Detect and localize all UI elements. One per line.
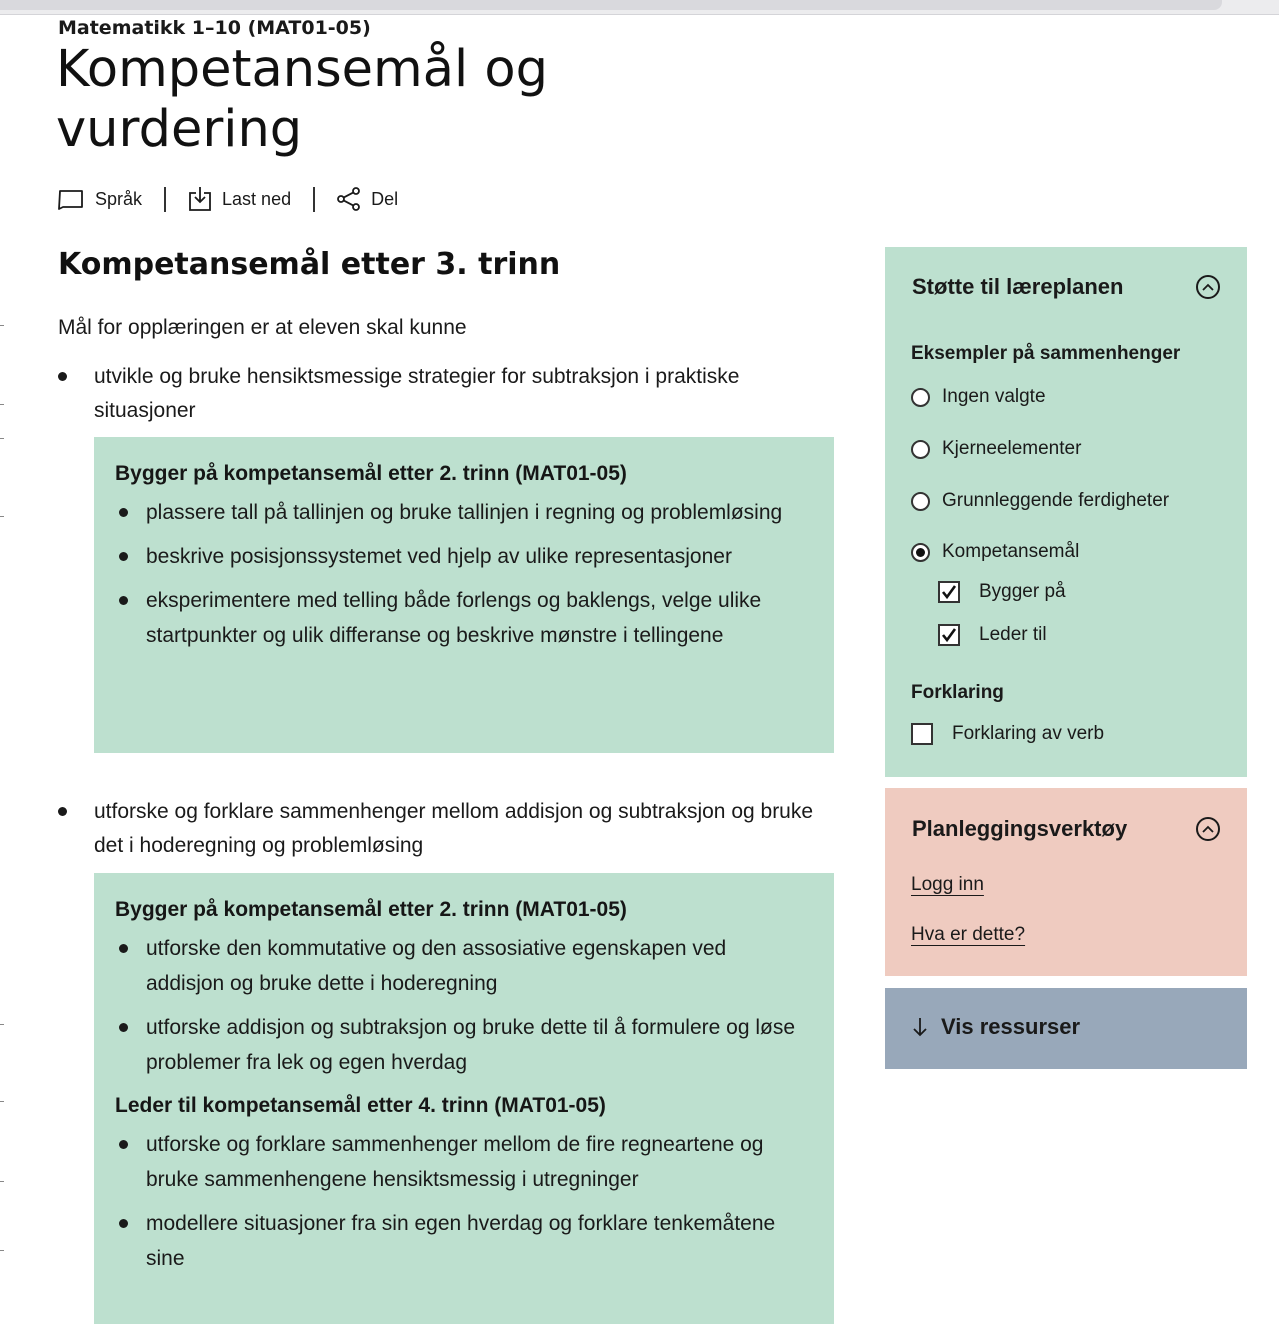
radio-button[interactable]: [911, 388, 930, 407]
what-is-this-link[interactable]: Hva er dette?: [911, 924, 1026, 945]
radio-label: Kompetansemål: [942, 541, 1080, 562]
radio-label: Ingen valgte: [942, 386, 1046, 407]
radio-button-selected[interactable]: [911, 543, 930, 562]
share-button[interactable]: [337, 187, 398, 211]
related-goals-list: [115, 1127, 810, 1276]
leads-to-heading: Leder til kompetansemål etter 4. trinn (MAT01-05): [115, 1094, 606, 1117]
collapse-button[interactable]: [1196, 817, 1220, 841]
section-title: Kompetansemål etter 3. trinn: [58, 247, 561, 282]
show-resources-label: Vis ressurser: [941, 1014, 1081, 1039]
checkbox-builds-on[interactable]: [938, 581, 1066, 603]
list-item: eksperimentere med telling både forlengs og baklengs, velge ulike startpunkter og ulik differanse og beskrive mønstre i tellingene: [115, 583, 810, 653]
arrow-down-icon: [911, 1016, 929, 1038]
radio-label: Grunnleggende ferdigheter: [942, 490, 1170, 511]
speech-bubble-icon: [57, 188, 85, 210]
related-goals-list: [115, 495, 810, 653]
radio-none[interactable]: [911, 386, 1046, 408]
share-icon: [337, 187, 361, 211]
login-link[interactable]: Logg inn: [911, 874, 984, 895]
chevron-up-icon: [1202, 283, 1214, 291]
checkbox-checked[interactable]: [938, 581, 960, 603]
page-toolbar: [57, 184, 398, 214]
panel-title: Støtte til læreplanen: [912, 274, 1124, 299]
goal-item: [58, 360, 848, 428]
list-item: beskrive posisjonssystemet ved hjelp av ulike representasjoner: [115, 539, 810, 574]
radio-button[interactable]: [911, 492, 930, 511]
goal-text: utforske og forklare sammenhenger mellom addisjon og subtraksjon og bruke det i hoderegning og problemløsing: [94, 800, 814, 857]
download-icon: [188, 186, 212, 212]
share-label: Del: [371, 188, 399, 209]
download-button[interactable]: [188, 186, 291, 212]
list-item: utforske og forklare sammenhenger mellom de fire regneartene og bruke sammenhengene hensiktsmessig i utregninger: [115, 1127, 810, 1197]
builds-on-heading: Bygger på kompetansemål etter 2. trinn (MAT01-05): [115, 898, 627, 921]
checkbox-unchecked[interactable]: [911, 723, 933, 745]
show-resources-panel[interactable]: [885, 988, 1247, 1069]
examples-label: Eksempler på sammenhenger: [911, 343, 1181, 364]
checkmark-icon: [940, 626, 958, 644]
chevron-up-icon: [1202, 825, 1214, 833]
radio-core-elements[interactable]: [911, 438, 1081, 460]
goal-item: [58, 795, 848, 863]
checkbox-label: Bygger på: [979, 581, 1066, 602]
checkmark-icon: [940, 583, 958, 601]
language-button[interactable]: [57, 188, 142, 210]
related-goals-box: [94, 437, 834, 753]
checkbox-checked[interactable]: [938, 624, 960, 646]
checkbox-verb-explanation[interactable]: [911, 723, 1104, 745]
list-item: utforske den kommutative og den assosiative egenskapen ved addisjon og bruke dette i hoderegning: [115, 931, 810, 1001]
related-goals-list: [115, 931, 810, 1080]
show-resources-button[interactable]: [911, 1014, 1080, 1040]
page-title: Kompetansemål og vurdering: [56, 40, 548, 159]
curriculum-support-panel: [885, 247, 1247, 777]
radio-competence-goals[interactable]: [911, 541, 1079, 563]
subject-label: Matematikk 1–10 (MAT01-05): [58, 17, 371, 39]
language-label: Språk: [95, 188, 143, 209]
builds-on-heading: Bygger på kompetansemål etter 2. trinn (MAT01-05): [115, 462, 627, 485]
explanation-label: Forklaring: [911, 682, 1004, 703]
intro-text: Mål for opplæringen er at eleven skal kunne: [58, 316, 467, 339]
list-item: utforske addisjon og subtraksjon og bruke dette til å formulere og løse problemer fra lek og egen hverdag: [115, 1010, 810, 1080]
checkbox-label: Leder til: [979, 624, 1047, 645]
browser-scrollbar[interactable]: [0, 0, 1279, 15]
toolbar-divider: [164, 187, 166, 212]
panel-title: Planleggingsverktøy: [912, 816, 1128, 841]
scrollbar-thumb[interactable]: [0, 0, 1222, 10]
goal-text: utvikle og bruke hensiktsmessige strategier for subtraksjon i praktiske situasjoner: [94, 365, 740, 422]
download-label: Last ned: [222, 188, 292, 209]
radio-button[interactable]: [911, 440, 930, 459]
checkbox-label: Forklaring av verb: [952, 723, 1105, 744]
list-item: modellere situasjoner fra sin egen hverdag og forklare tenkemåtene sine: [115, 1206, 810, 1276]
toolbar-divider: [313, 187, 315, 212]
bullet: [58, 807, 67, 816]
radio-basic-skills[interactable]: [911, 490, 1169, 512]
list-item: plassere tall på tallinjen og bruke tallinjen i regning og problemløsing: [115, 495, 810, 530]
bullet: [58, 372, 67, 381]
checkbox-leads-to[interactable]: [938, 624, 1047, 646]
planning-tool-panel: [885, 788, 1247, 976]
radio-label: Kjerneelementer: [942, 438, 1082, 459]
collapse-button[interactable]: [1196, 275, 1220, 299]
related-goals-box: [94, 873, 834, 1324]
